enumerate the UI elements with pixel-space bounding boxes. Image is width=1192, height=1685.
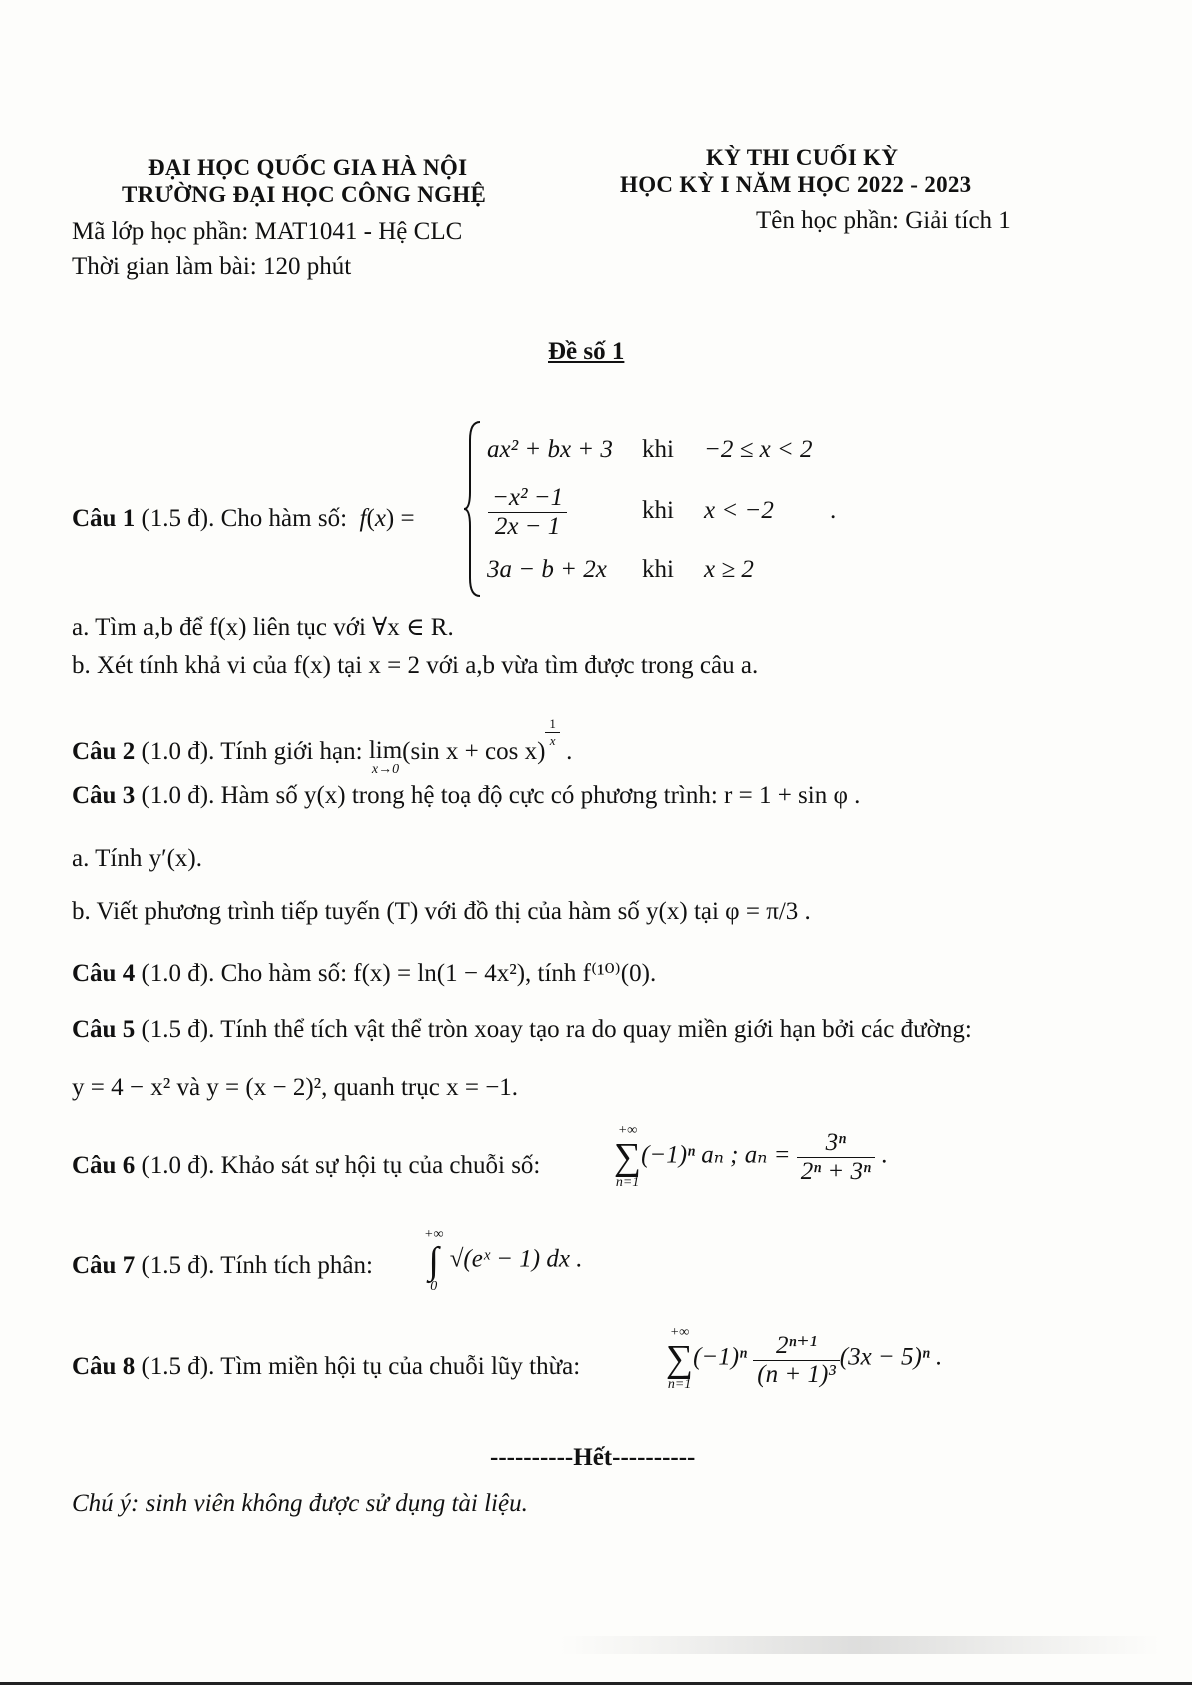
series-8-sign: (−1)ⁿ	[693, 1343, 747, 1371]
question-3-label: Câu 3	[72, 782, 136, 809]
piece-1-expr: ax² + bx + 3	[487, 436, 613, 463]
series-8-fraction: $\frac{\text{2ⁿ⁺¹}}{\text{(n + 1)³}}$	[753, 1330, 840, 1389]
piece-2-fraction	[488, 484, 567, 541]
question-2-text: Tính giới hạn:	[220, 738, 363, 765]
question-8-text: Tìm miền hội tụ của chuỗi lũy thừa:	[220, 1353, 581, 1380]
integral-operator: +∞ ∫ 0	[424, 1227, 444, 1294]
piece-2-numerator: −x² −1	[488, 484, 567, 513]
question-7-label: Câu 7	[72, 1252, 136, 1279]
question-8	[72, 1353, 580, 1381]
question-4-points: (1.0 đ).	[141, 960, 215, 987]
question-3	[72, 782, 860, 810]
piece-3-condition: x ≥ 2	[704, 556, 754, 583]
piece-3-khi: khi	[642, 556, 674, 583]
piece-1-khi: khi	[642, 436, 674, 463]
piecewise-brace-icon	[462, 420, 484, 598]
exam-type: KỲ THI CUỐI KỲ	[706, 145, 899, 170]
limit-exponent: $\frac{1}{x}$	[545, 716, 560, 749]
course-code: Mã lớp học phần: MAT1041 - Hệ CLC	[72, 218, 463, 245]
question-6-text: Khảo sát sự hội tụ của chuỗi số:	[220, 1152, 541, 1179]
end-mark: ----------Hết----------	[490, 1444, 696, 1471]
question-5-label: Câu 5	[72, 1016, 136, 1043]
question-1: Câu 1 (1.5 đ). Cho hàm số: f(x) =	[72, 505, 415, 532]
question-8-label: Câu 8	[72, 1353, 136, 1380]
semester: HỌC KỲ I NĂM HỌC 2022 - 2023	[620, 172, 972, 197]
question-2: Câu 2 (1.0 đ). Tính giới hạn: lim x→0 (sin x + cos x) $\frac{1}{x}$ .	[72, 716, 573, 777]
question-2-points: (1.0 đ).	[141, 738, 215, 765]
question-3-text: Hàm số y(x) trong hệ toạ độ cực có phương trình: r = 1 + sin φ .	[220, 782, 861, 809]
limit-subscript: x→0	[371, 762, 400, 777]
sum-operator: +∞ ∑ n=1	[614, 1123, 642, 1190]
question-1-part-a: a. Tìm a,b để f(x) liên tục với ∀x ∈ R.	[72, 614, 454, 641]
question-1-points: (1.5 đ).	[141, 505, 215, 532]
school-name: TRƯỜNG ĐẠI HỌC CÔNG NGHỆ	[122, 182, 487, 207]
duration: Thời gian làm bài: 120 phút	[72, 253, 352, 280]
piece-2-condition: x < −2	[704, 497, 774, 524]
question-7	[72, 1252, 373, 1280]
series-6: +∞ ∑ n=1 (−1)ⁿ aₙ ; aₙ = $\frac{\text{3ⁿ}}{\text{2ⁿ + 3ⁿ}}$ .	[614, 1123, 888, 1190]
limit-operator: lim x→0	[368, 737, 403, 777]
question-7-points: (1.5 đ).	[141, 1252, 215, 1279]
question-1-part-b: b. Xét tính khả vi của f(x) tại x = 2 với a,b vừa tìm được trong câu a.	[72, 652, 759, 679]
question-3-points: (1.0 đ).	[141, 782, 215, 809]
integral-7	[424, 1228, 582, 1294]
question-8-points: (1.5 đ).	[141, 1353, 215, 1380]
question-7-text: Tính tích phân:	[220, 1252, 373, 1279]
question-3-part-a: a. Tính y′(x).	[72, 845, 202, 872]
limit-expression: (sin x + cos x)	[402, 738, 546, 765]
question-4-text: Cho hàm số: f(x) = ln(1 − 4x²), tính f⁽¹⁰⁾(0).	[220, 960, 657, 987]
question-5-points: (1.5 đ).	[141, 1016, 215, 1043]
integrand: √(eˣ − 1)	[449, 1245, 541, 1273]
series-6-fraction: $\frac{\text{3ⁿ}}{\text{2ⁿ + 3ⁿ}}$	[797, 1129, 875, 1186]
piece-3-expr: 3a − b + 2x	[487, 556, 607, 583]
question-3-part-b: b. Viết phương trình tiếp tuyến (T) với đồ thị của hàm số y(x) tại φ = π/3 .	[72, 898, 811, 925]
question-5	[72, 1016, 972, 1044]
question-6	[72, 1152, 540, 1180]
piece-2-khi: khi	[642, 497, 674, 524]
piece-2-denominator: 2x − 1	[494, 513, 561, 540]
university-name: ĐẠI HỌC QUỐC GIA HÀ NỘI	[148, 155, 468, 180]
question-1-text: Cho hàm số:	[220, 505, 348, 532]
piece-2-dot: .	[830, 497, 837, 524]
question-4	[72, 958, 656, 988]
question-1-label: Câu 1	[72, 505, 136, 532]
scan-shadow	[560, 1636, 1160, 1654]
series-6-term: (−1)ⁿ aₙ ; aₙ =	[641, 1141, 791, 1169]
question-6-points: (1.0 đ).	[141, 1152, 215, 1179]
question-2-label: Câu 2	[72, 738, 136, 765]
course-name: Tên học phần: Giải tích 1	[756, 207, 1011, 234]
note: Chú ý: sinh viên không được sử dụng tài liệu.	[72, 1490, 528, 1517]
series-8-tail: (3x − 5)ⁿ .	[839, 1343, 943, 1371]
question-6-label: Câu 6	[72, 1152, 136, 1179]
question-4-label: Câu 4	[72, 960, 136, 987]
sum-operator-8: +∞ ∑ n=1	[666, 1325, 694, 1392]
integral-dx: dx .	[546, 1245, 583, 1273]
question-5-text: Tính thể tích vật thể tròn xoay tạo ra do quay miền giới hạn bởi các đường:	[220, 1016, 972, 1043]
piece-1-condition: −2 ≤ x < 2	[704, 436, 813, 463]
series-8	[666, 1326, 942, 1392]
exam-title: Đề số 1	[548, 338, 625, 365]
question-5-curves: y = 4 − x² và y = (x − 2)², quanh trục x = −1.	[72, 1074, 519, 1101]
